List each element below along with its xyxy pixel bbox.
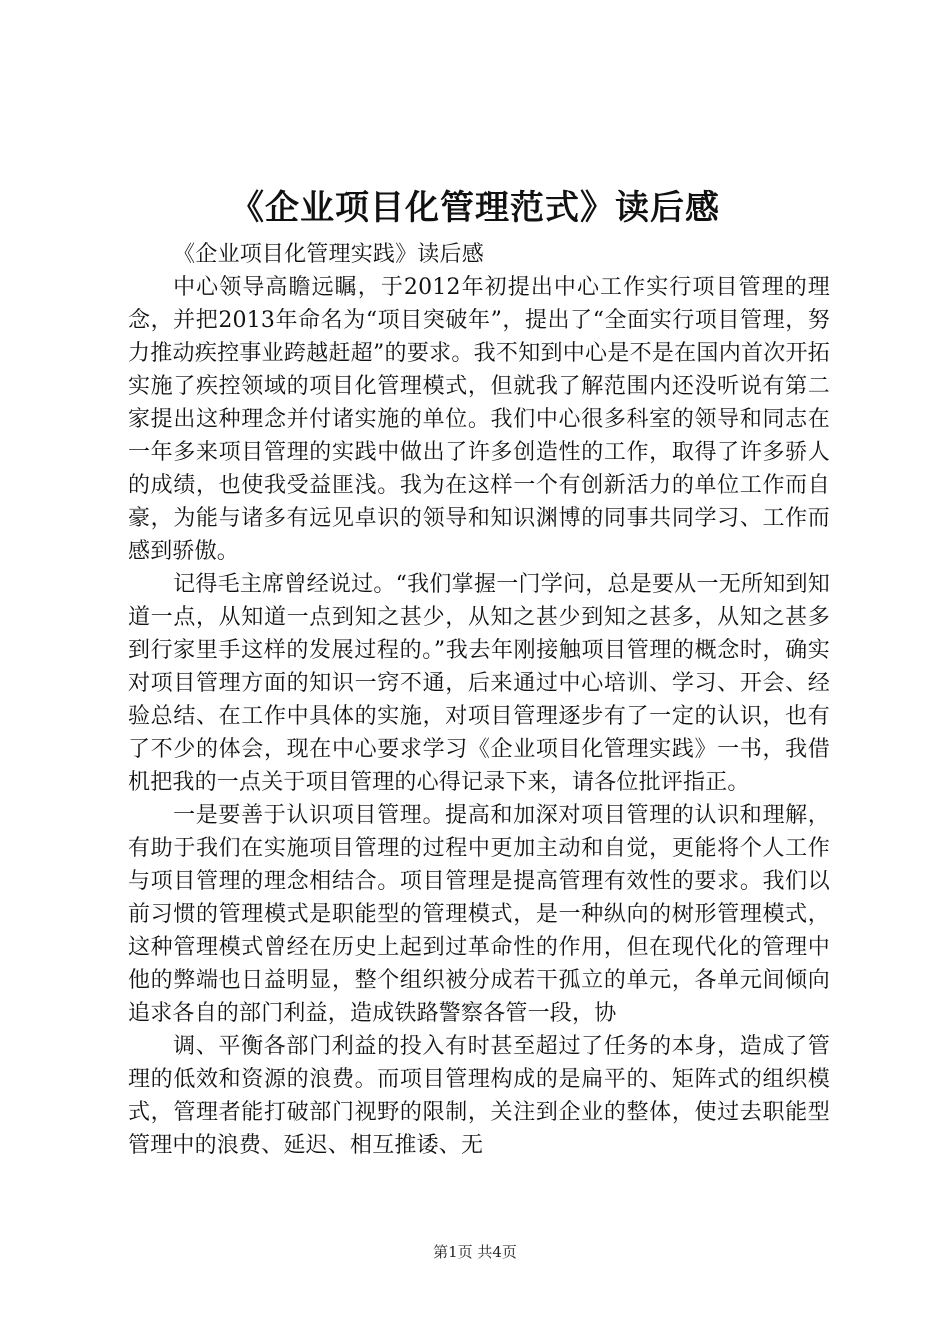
paragraph: 中心领导高瞻远瞩，于2012年初提出中心工作实行项目管理的理念，并把2013年命名为“项目突破年”，提出了“全面实行项目管理，努力推动疾控事业跨越赶超”的要求。我不知到中心是不是在国内首次开拓实施了疾控领域的项目化管理模式，但就我了解范围内还没听说有第二家提出这种理念并付诸实施的单位。我们中心很多科室的领导和同志在一年多来项目管理的实践中做出了许多创造性的工作，取得了许多骄人的成绩，也使我受益匪浅。我为在这样一个有创新活力的单位工作而自豪，为能与诸多有远见卓识的领导和知识渊博的同事共同学习、工作而感到骄傲。 — [128, 275, 830, 564]
paragraph: 调、平衡各部门利益的投入有时甚至超过了任务的本身，造成了管理的低效和资源的浪费。而项目管理构成的是扁平的、矩阵式的组织模式，管理者能打破部门视野的限制，关注到企业的整体，使过去职能型管理中的浪费、延迟、相互推诿、无 — [128, 1034, 830, 1158]
document-body — [128, 238, 830, 1162]
paragraph: 记得毛主席曾经说过。“我们掌握一门学问，总是要从一无所知到知道一点，从知道一点到知之甚少，从知之甚少到知之甚多，从知之甚多到行家里手这样的发展过程的。”我去年刚接触项目管理的概念时，确实对项目管理方面的知识一窍不通，后来通过中心培训、学习、开会、经验总结、在工作中具体的实施，对项目管理逐步有了一定的认识，也有了不少的体会，现在中心要求学习《企业项目化管理实践》一书，我借机把我的一点关于项目管理的心得记录下来，请各位批评指正。 — [128, 572, 830, 795]
page-footer: 第1页 共4页 — [433, 1243, 517, 1261]
page-title: 《企业项目化管理范式》读后感 — [230, 188, 720, 228]
paragraph-subtitle: 《企业项目化管理实践》读后感 — [173, 242, 484, 267]
paragraph: 一是要善于认识项目管理。提高和加深对项目管理的认识和理解，有助于我们在实施项目管理的过程中更加主动和自觉，更能将个人工作与项目管理的理念相结合。项目管理是提高管理有效性的要求。我们以前习惯的管理模式是职能型的管理模式，是一种纵向的树形管理模式，这种管理模式曾经在历史上起到过革命性的作用，但在现代化的管理中他的弊端也日益明显，整个组织被分成若干孤立的单元，各单元间倾向追求各自的部门利益，造成铁路警察各管一段，协 — [128, 803, 830, 1026]
